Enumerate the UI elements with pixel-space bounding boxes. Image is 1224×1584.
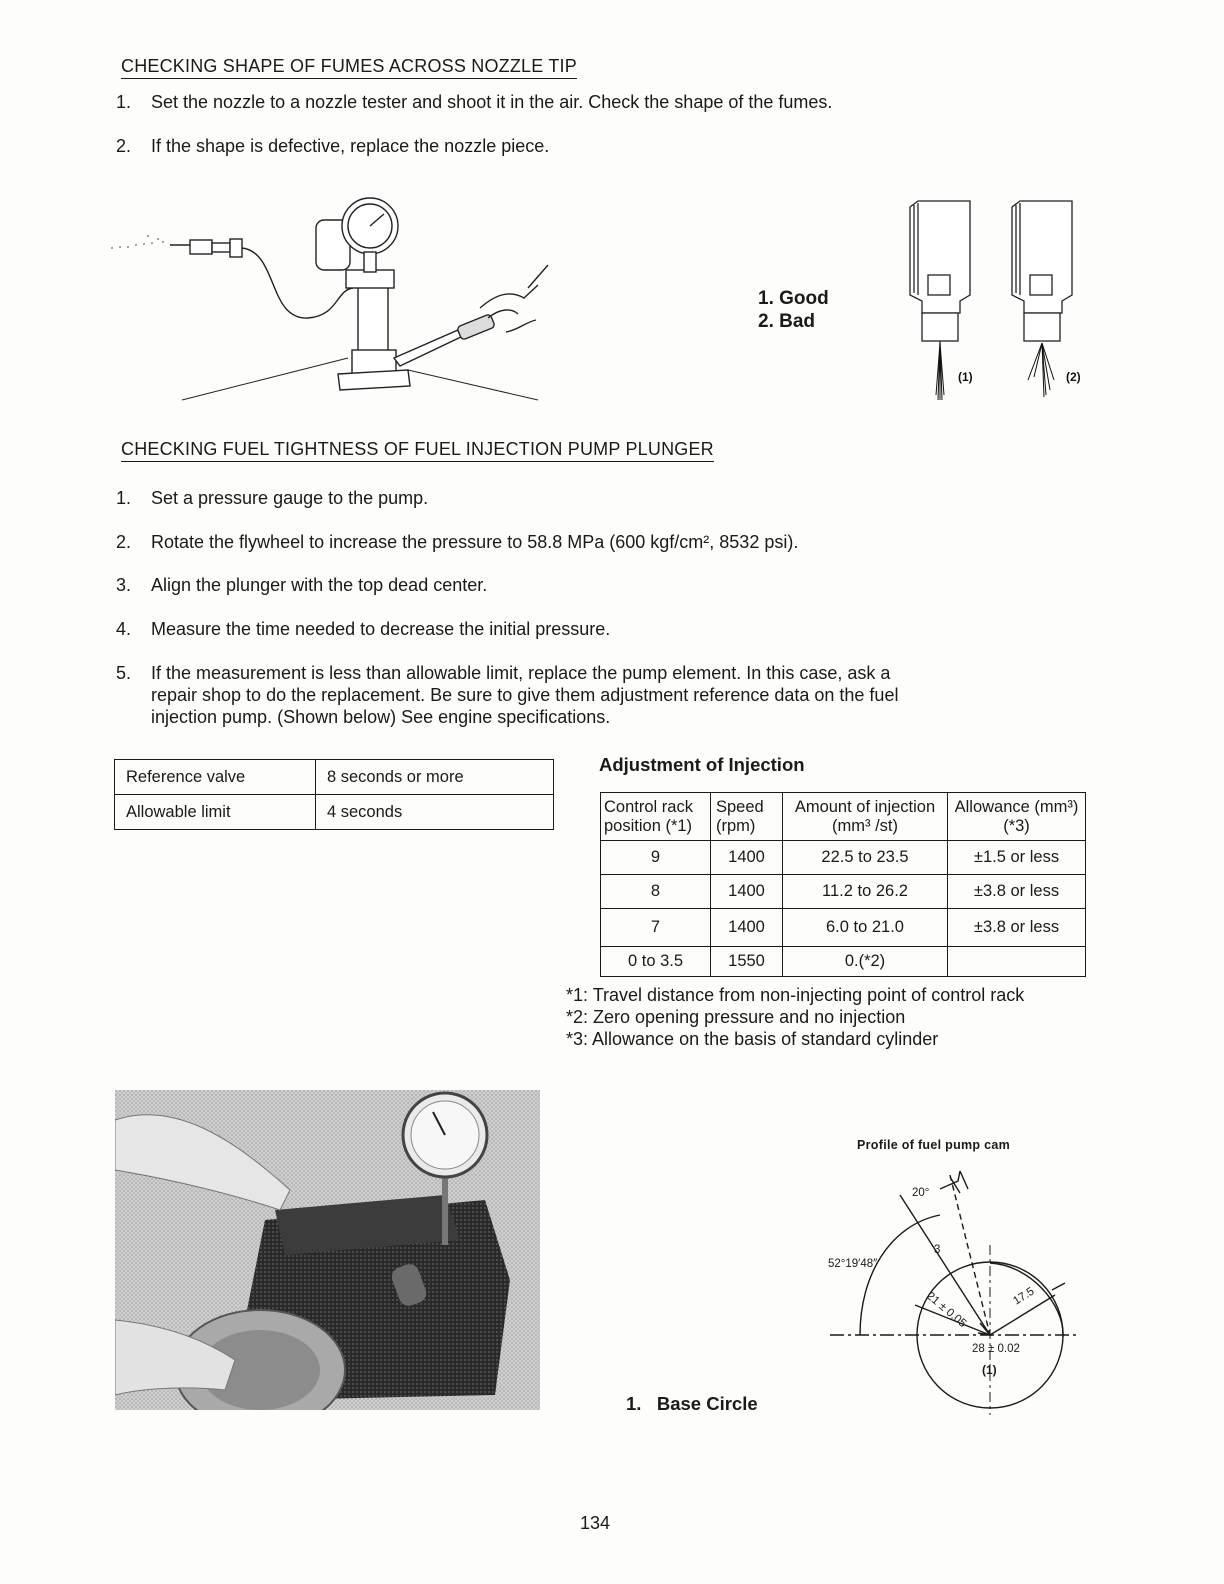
header-line: (mm³ /st) xyxy=(832,816,898,835)
nozzle-tester-illustration xyxy=(108,190,558,410)
legend-good: 1. Good xyxy=(758,288,829,309)
reference-table xyxy=(114,759,554,830)
step-number: 2. xyxy=(116,532,132,552)
step-text: Set a pressure gauge to the pump. xyxy=(151,488,429,508)
cam-title: Profile of fuel pump cam xyxy=(857,1138,1011,1152)
table-header-row xyxy=(601,793,1086,841)
step-text-line-3: injection pump. (Shown below) See engine specifications. xyxy=(151,707,611,727)
nozzle-label-2: (2) xyxy=(1066,370,1081,384)
table-cell: 22.5 to 23.5 xyxy=(783,841,948,875)
step-number: 5. xyxy=(116,663,132,683)
nozzle-label-1: (1) xyxy=(958,370,973,384)
cam-dim-3: 3 xyxy=(934,1244,941,1256)
section1-step-2 xyxy=(116,135,1116,157)
table-cell: 6.0 to 21.0 xyxy=(783,909,948,947)
step-text: Set the nozzle to a nozzle tester and shoot it in the air. Check the shape of the fumes. xyxy=(151,92,833,112)
table-row xyxy=(601,875,1086,909)
table-cell: 1400 xyxy=(711,909,783,947)
table-row xyxy=(601,909,1086,947)
section2-step-5 xyxy=(116,662,1116,728)
section2-step-4 xyxy=(116,618,1116,640)
header-line: Speed xyxy=(716,797,764,816)
header-line: (rpm) xyxy=(716,816,756,835)
page-number: 134 xyxy=(580,1513,611,1533)
step-number: 2. xyxy=(116,136,132,156)
table-cell: 1400 xyxy=(711,841,783,875)
table-cell xyxy=(948,947,1086,977)
step-text: Rotate the flywheel to increase the pressure to 58.8 MPa (600 kgf/cm², 8532 psi). xyxy=(151,532,799,552)
section2-heading: CHECKING FUEL TIGHTNESS OF FUEL INJECTION PUMP PLUNGER xyxy=(121,439,714,462)
header-speed xyxy=(711,793,783,841)
cam-dim-28: 28 ± 0.02 xyxy=(972,1343,1020,1355)
step-number: 1. xyxy=(116,92,132,112)
table-cell: Reference valve xyxy=(115,760,316,795)
section1-step-1 xyxy=(116,91,1116,113)
step-number: 4. xyxy=(116,619,132,639)
header-line: position (*1) xyxy=(604,816,693,835)
step-number: 3. xyxy=(116,575,132,595)
section1-heading: CHECKING SHAPE OF FUMES ACROSS NOZZLE TIP xyxy=(121,56,577,79)
header-line: (*3) xyxy=(1003,816,1030,835)
cam-profile-diagram xyxy=(820,1165,1095,1415)
cam-angle-20: 20° xyxy=(912,1187,930,1199)
table-cell: Allowable limit xyxy=(115,795,316,830)
pump-pressure-gauge-photo xyxy=(115,1090,540,1410)
table-row xyxy=(601,841,1086,875)
cam-legend: 1. Base Circle xyxy=(626,1393,758,1414)
adjustment-notes xyxy=(566,984,1024,1050)
table-cell: ±3.8 or less xyxy=(948,909,1086,947)
nozzle-shape-figure xyxy=(900,195,1090,405)
table-cell: 4 seconds xyxy=(316,795,554,830)
table-cell: 7 xyxy=(601,909,711,947)
step-number: 1. xyxy=(116,488,132,508)
legend-bad: 2. Bad xyxy=(758,311,816,332)
nozzle-legend xyxy=(758,287,829,333)
table-row xyxy=(601,947,1086,977)
section2-step-2 xyxy=(116,531,1116,553)
header-allowance xyxy=(948,793,1086,841)
header-line: Allowance (mm³) xyxy=(954,797,1079,816)
cam-label-1: (1) xyxy=(982,1363,997,1377)
section2-step-1 xyxy=(116,487,1116,509)
table-cell: ±1.5 or less xyxy=(948,841,1086,875)
table-cell: 9 xyxy=(601,841,711,875)
cam-dim-21: 21 ± 0.05 xyxy=(924,1290,969,1331)
header-control-rack xyxy=(601,793,711,841)
table-cell: 8 seconds or more xyxy=(316,760,554,795)
table-cell: 8 xyxy=(601,875,711,909)
note-3: *3: Allowance on the basis of standard cylinder xyxy=(566,1029,939,1049)
table-cell: 1550 xyxy=(711,947,783,977)
header-amount xyxy=(783,793,948,841)
table-cell: 0.(*2) xyxy=(783,947,948,977)
header-line: Amount of injection xyxy=(794,797,936,816)
step-text-line-1: If the measurement is less than allowable limit, replace the pump element. In this case, ask a xyxy=(151,663,891,683)
section2-step-3 xyxy=(116,574,1116,596)
note-2: *2: Zero opening pressure and no injection xyxy=(566,1007,906,1027)
adjustment-table xyxy=(600,792,1086,977)
step-text-line-2: repair shop to do the replacement. Be sure to give them adjustment reference data on the fuel xyxy=(151,685,899,705)
cam-dim-17: 17.5 xyxy=(1011,1285,1037,1308)
table-row xyxy=(115,795,554,830)
table-cell: 11.2 to 26.2 xyxy=(783,875,948,909)
step-text: Measure the time needed to decrease the initial pressure. xyxy=(151,619,611,639)
header-line: Control rack xyxy=(604,797,693,816)
note-1: *1: Travel distance from non-injecting point of control rack xyxy=(566,985,1025,1005)
cam-angle-52: 52°19′48″ xyxy=(828,1258,878,1270)
adjustment-title: Adjustment of Injection xyxy=(599,754,805,775)
table-row xyxy=(115,760,554,795)
table-cell: ±3.8 or less xyxy=(948,875,1086,909)
step-text: If the shape is defective, replace the nozzle piece. xyxy=(151,136,550,156)
table-cell: 0 to 3.5 xyxy=(601,947,711,977)
step-text: Align the plunger with the top dead center. xyxy=(151,575,488,595)
table-cell: 1400 xyxy=(711,875,783,909)
